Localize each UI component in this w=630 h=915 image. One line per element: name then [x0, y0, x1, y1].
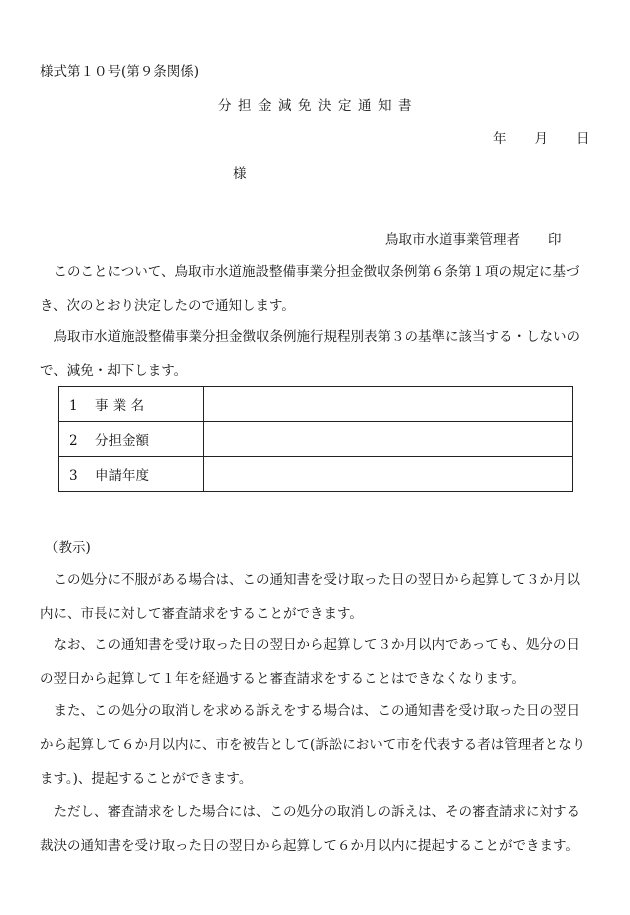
notice-heading: （教示) — [45, 540, 91, 556]
text-line: 内に、市長に対して審査請求をすることができます。 — [40, 606, 363, 622]
table-label-cell — [59, 422, 204, 457]
text-line: き、次のとおり決定したので通知します。 — [40, 298, 295, 314]
text-line: このことについて、鳥取市水道施設整備事業分担金徴収条例第６条第１項の規定に基づ — [40, 264, 580, 280]
table-label-cell — [59, 457, 204, 492]
info-table — [58, 386, 573, 492]
sender-name: 鳥取市水道事業管理者 — [385, 232, 520, 248]
row-label: 事 業 名 — [95, 398, 145, 414]
text-line: なお、この通知書を受け取った日の翌日から起算して３か月以内であっても、処分の日 — [40, 637, 580, 653]
text-line: 裁決の通知書を受け取った日の翌日から起算して６か月以内に提起することができます。 — [40, 838, 579, 854]
sender-block — [385, 228, 562, 248]
row-number: 1 — [69, 398, 78, 414]
table-row — [59, 422, 573, 457]
contribution-amount-field[interactable] — [203, 422, 572, 457]
year-label: 年 — [493, 131, 507, 147]
text-line: から起算して６か月以内に、市を被告として(訴訟において市を代表する者は管理者となり — [40, 737, 586, 753]
month-label: 月 — [534, 131, 548, 147]
business-name-field[interactable] — [203, 387, 572, 422]
row-label: 分担金額 — [95, 433, 149, 449]
application-year-field[interactable] — [203, 457, 572, 492]
addressee-honorific: 様 — [233, 166, 247, 182]
text-line: で、減免・却下します。 — [40, 363, 188, 379]
table-label-cell — [59, 387, 204, 422]
text-line: また、この処分の取消しを求める訴えをする場合は、この通知書を受け取った日の翌日 — [40, 703, 580, 719]
notice-paragraph-4 — [40, 795, 600, 863]
seal-mark: 印 — [548, 232, 562, 248]
text-line: この処分に不服がある場合は、この通知書を受け取った日の翌日から起算して３か月以 — [40, 572, 580, 588]
notice-paragraph-3 — [40, 694, 600, 796]
text-line: ます。)、提起することができます。 — [40, 771, 253, 787]
form-number: 様式第１０号(第９条関係) — [40, 64, 200, 80]
body-paragraph-1 — [40, 255, 600, 323]
body-paragraph-2 — [40, 320, 600, 388]
text-line: の翌日から起算して１年を経過すると審査請求をすることはできなくなります。 — [40, 671, 525, 687]
text-line: 鳥取市水道施設整備事業分担金徴収条例施行規程別表第３の基準に該当する・しないの — [40, 329, 580, 345]
row-label: 申請年度 — [95, 468, 149, 484]
day-label: 日 — [576, 131, 590, 147]
date-line — [493, 127, 590, 147]
table-row — [59, 387, 573, 422]
table-row — [59, 457, 573, 492]
row-number: 3 — [69, 468, 78, 484]
notice-paragraph-2 — [40, 628, 600, 696]
text-line: ただし、審査請求をした場合には、この処分の取消しの訴えは、その審査請求に対する — [40, 804, 580, 820]
document-title: 分担金減免決定通知書 — [218, 98, 418, 114]
notice-paragraph-1 — [40, 563, 600, 631]
row-number: 2 — [69, 433, 78, 449]
